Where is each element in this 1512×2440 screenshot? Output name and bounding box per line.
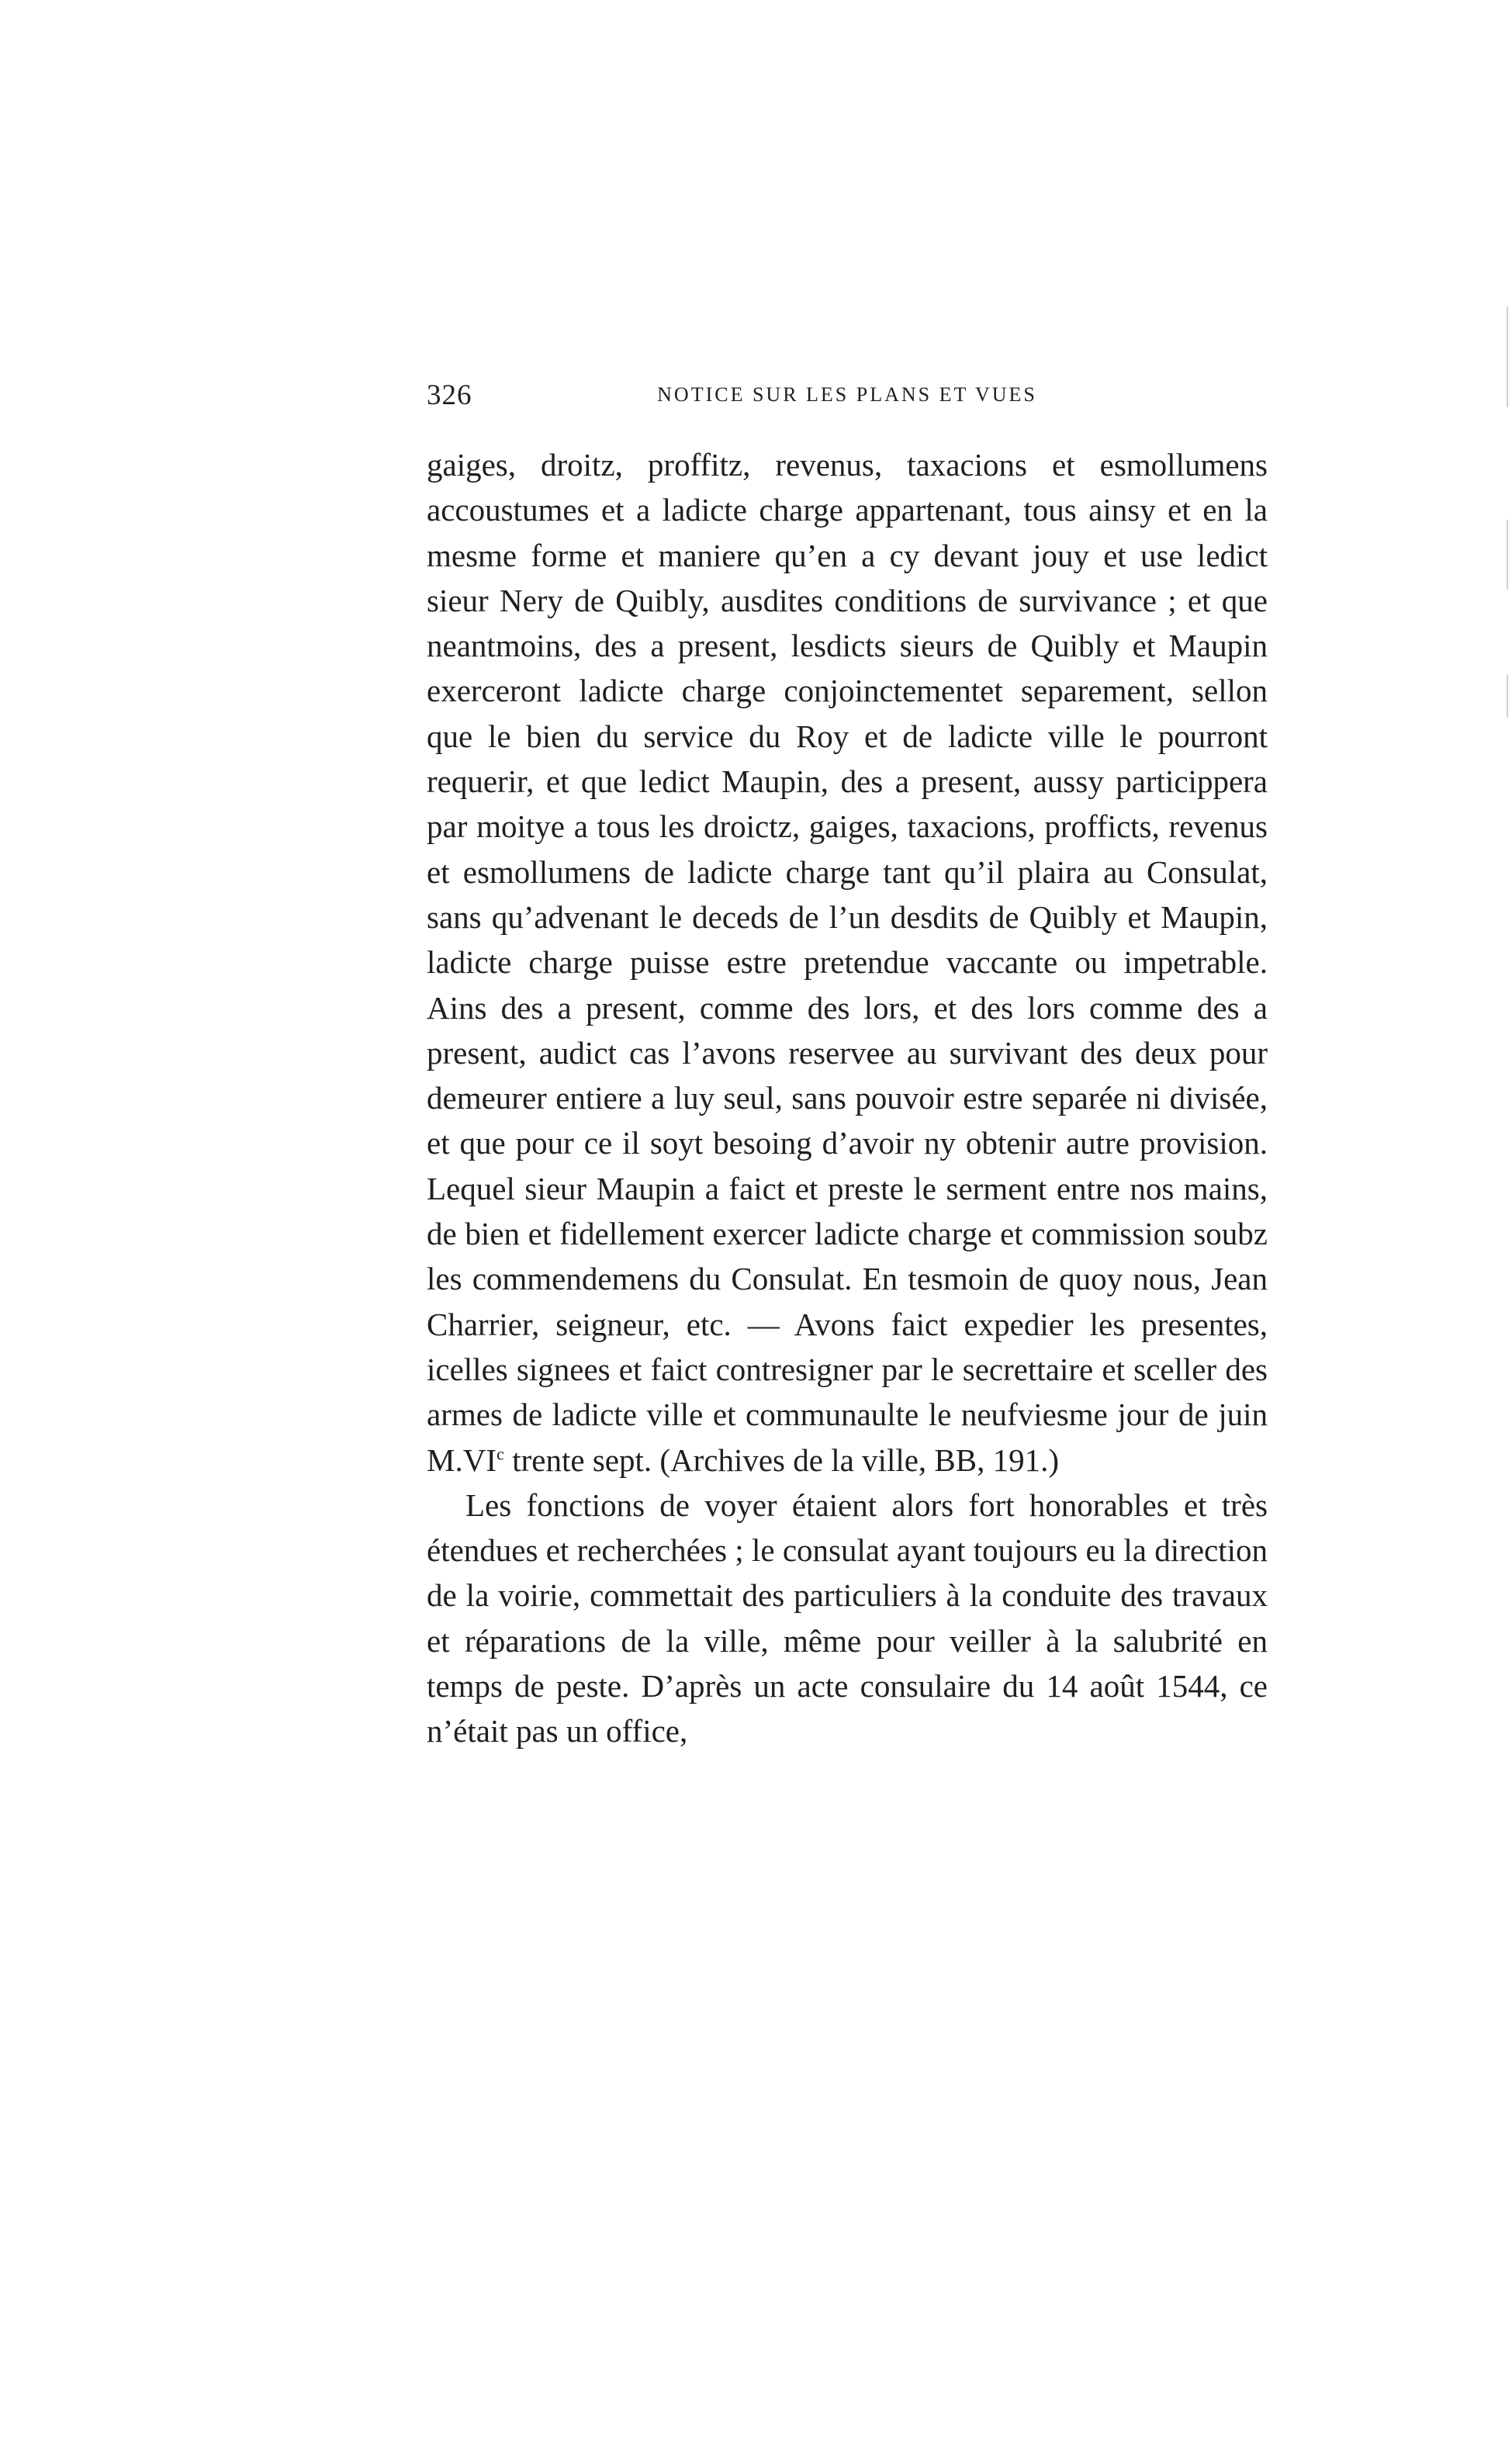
superscript-c: c — [496, 1443, 504, 1463]
page-header — [427, 379, 1268, 425]
body-text — [427, 442, 1268, 1754]
running-title: NOTICE SUR LES PLANS ET VUES — [657, 383, 1037, 406]
paragraph-1-text: gaiges, droitz, proffitz, revenus, taxacions et esmollumens accoustumes et a ladicte charge appartenant, tous ainsy et en la mesme forme et maniere qu’en a cy devant jouy et use ledict sieur Nery de Quibly, ausdites conditions de survivance ; et que neantmoins, des a present, lesdicts sieurs de Quibly et Maupin exerceront ladicte charge conjoinctementet separement, sellon que le bien du service du Roy et de ladicte ville le pourront requerir, et que ledict Maupin, des a present, aussy particippera par moitye a tous les droictz, gaiges, taxacions, profficts, revenus et esmollumens de ladicte charge tant qu’il plaira au Consulat, sans qu’advenant le deceds de l’un desdits de Quibly et Maupin, ladicte charge puisse estre pretendue vaccante ou impetrable. Ains des a present, comme des lors, et des lors comme des a present, audict cas l’avons reservee au survivant des deux pour demeurer entiere a luy seul, sans pouvoir estre separée ni divisée, et que pour ce il soyt besoing d’avoir ny obtenir autre provision. Lequel sieur Maupin a faict et preste le serment entre nos mains, de bien et fidellement exercer ladicte charge et commission soubz les commendemens du Consulat. En tesmoin de quoy nous, Jean Charrier, seigneur, etc. — Avons faict expedier les presentes, icelles signees et faict contresigner par le secrettaire et sceller des armes de ladicte ville et communaulte le neufviesme jour de juin M.VI — [427, 447, 1268, 1478]
scan-edge-mark — [1507, 675, 1508, 718]
paragraph-1-text-end: trente sept. (Archives de la ville, BB, 191.) — [503, 1442, 1060, 1478]
scan-edge-mark — [1507, 306, 1508, 407]
page-number: 326 — [427, 379, 472, 411]
paragraph-1 — [427, 442, 1268, 1483]
scan-edge-mark — [1507, 520, 1508, 590]
paragraph-2: Les fonctions de voyer étaient alors fort honorables et très étendues et recherchées ; le consulat ayant toujours eu la direction de la voirie, commettait des particuliers à la conduite des travaux et réparations de la ville, même pour veiller à la salubrité en temps de peste. D’après un acte consulaire du 14 août 1544, ce n’était pas un office, — [427, 1486, 1268, 1750]
